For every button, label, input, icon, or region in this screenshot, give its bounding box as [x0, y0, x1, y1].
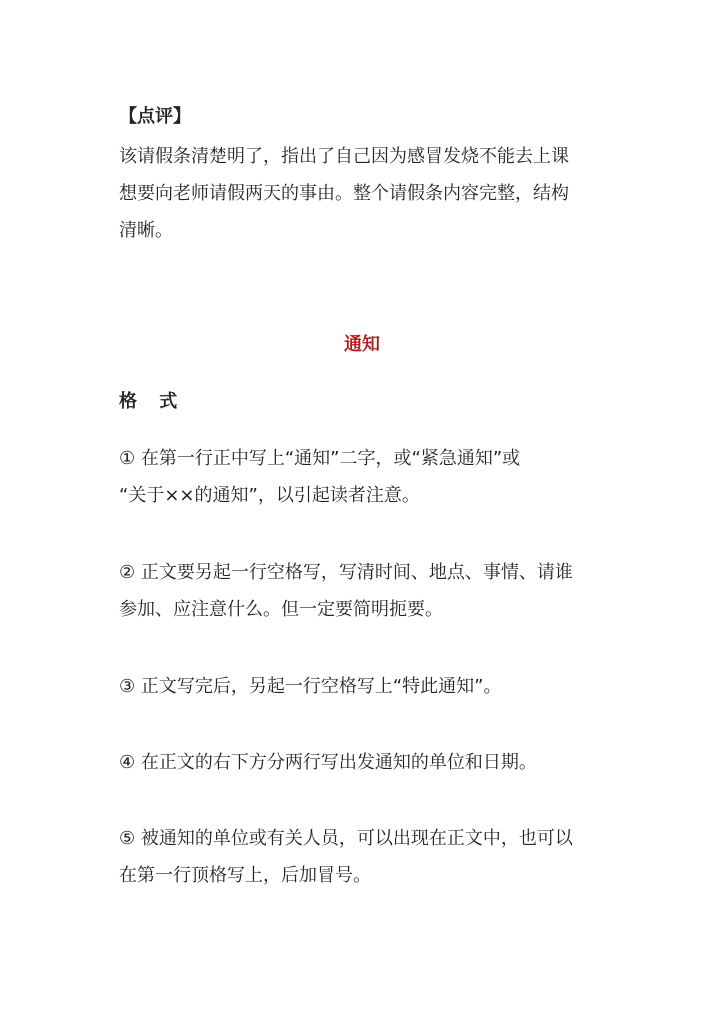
- notice-title: 通知: [344, 334, 380, 355]
- review-heading: 【点评】: [119, 106, 191, 127]
- format-item-1-line-2: “关于××的通知”，以引起读者注意。: [119, 485, 420, 506]
- format-item-4-line-1: ④ 在正文的右下方分两行写出发通知的单位和日期。: [119, 752, 537, 773]
- format-item-5-line-1: ⑤ 被通知的单位或有关人员，可以出现在正文中，也可以: [119, 828, 573, 849]
- format-item-1-line-1: ① 在第一行正中写上“通知”二字，或“紧急通知”或: [119, 448, 521, 469]
- format-item-2-line-1: ② 正文要另起一行空格写，写清时间、地点、事情、请谁: [119, 562, 573, 583]
- format-item-2-line-2: 参加、应注意什么。但一定要简明扼要。: [119, 599, 443, 620]
- format-item-5-line-2: 在第一行顶格写上，后加冒号。: [119, 865, 371, 886]
- format-heading: 格 式: [119, 391, 186, 412]
- review-line-3: 清晰。: [119, 220, 173, 241]
- format-item-3-line-1: ③ 正文写完后，另起一行空格写上“特此通知”。: [119, 676, 502, 697]
- review-line-2: 想要向老师请假两天的事由。整个请假条内容完整，结构: [119, 183, 569, 204]
- review-line-1: 该请假条清楚明了，指出了自己因为感冒发烧不能去上课: [119, 146, 569, 167]
